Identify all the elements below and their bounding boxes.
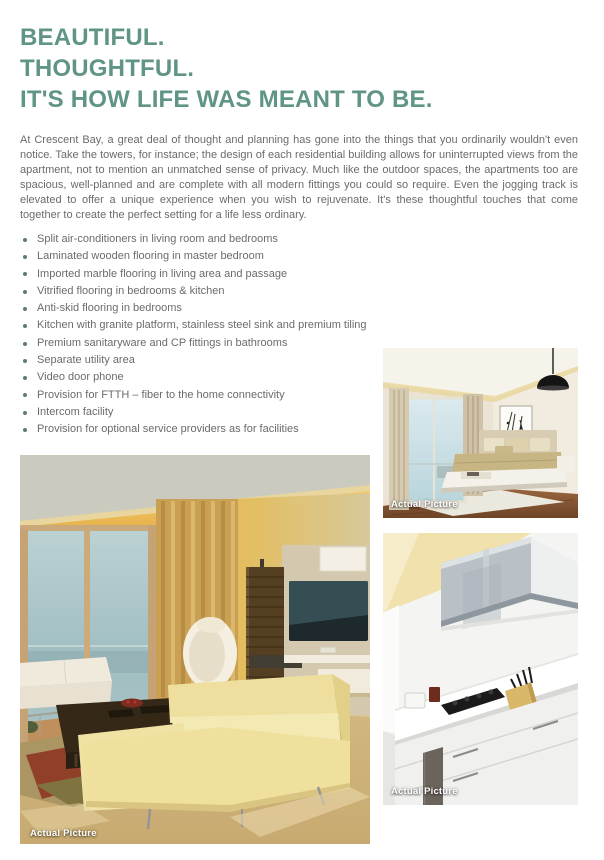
feature-text: Intercom facility [37, 405, 114, 418]
feature-text: Split air-conditioners in living room and bedrooms [37, 233, 278, 245]
bullet-icon [23, 255, 27, 259]
feature-text: Premium sanitaryware and CP fittings in bathrooms [37, 336, 288, 349]
kettle [429, 687, 440, 702]
feature-item [20, 248, 392, 265]
feature-text: Anti-skid flooring in bedrooms [37, 302, 182, 315]
feature-item [20, 421, 392, 438]
side-table [557, 456, 575, 472]
feature-item [20, 404, 392, 421]
intro-paragraph: At Crescent Bay, a great deal of thought and planning has gone into the things that you ordinarily wouldn't even notice. Take the towers, for instance; the design of each residential building allows for uninterrupted views from the apartment, not to mention an unmatched sense of privacy. Much like the outdoor spaces, the apartments too are spacious, well-planned and are complete with all modern fittings you could so require. Even the jogging track is elevated to offer a unique experience when you wish to rejuvenate. It's these thoughtful touches that come together to create the perfect setting for a life less ordinary. [20, 134, 578, 222]
bullet-icon [23, 411, 27, 415]
bullet-icon [23, 238, 27, 242]
feature-item [20, 387, 392, 404]
living-room-photo [20, 455, 370, 844]
feature-text: Video door phone [37, 371, 124, 384]
photo-label: Actual Picture [391, 786, 458, 797]
photo-label: Actual Picture [30, 828, 97, 839]
page-heading [20, 22, 433, 115]
feature-item [20, 300, 392, 317]
bullet-icon [23, 342, 27, 346]
bullet-icon [23, 307, 27, 311]
bullet-icon [23, 428, 27, 432]
bullet-icon [23, 290, 27, 294]
heading-line-2: THOUGHTFUL. [20, 55, 195, 82]
kitchen-illustration [383, 533, 578, 805]
feature-text: Vitrified flooring in bedrooms & kitchen [37, 284, 225, 297]
feature-item [20, 335, 392, 352]
photo-label: Actual Picture [391, 499, 458, 510]
feature-item [20, 266, 392, 283]
bedroom-illustration [383, 348, 578, 518]
bullet-icon [23, 272, 27, 276]
feature-text: Kitchen with granite platform, stainless steel sink and premium tiling [37, 319, 367, 332]
feature-text: Imported marble flooring in living area and passage [37, 267, 288, 280]
feature-text: Separate utility area [37, 354, 135, 367]
feature-text: Provision for FTTH – fiber to the home connectivity [37, 388, 285, 401]
heading-line-3: IT'S HOW LIFE WAS MEANT TO BE. [20, 86, 433, 113]
feature-text: Laminated wooden flooring in master bedroom [37, 250, 264, 263]
heading-line-1: BEAUTIFUL. [20, 24, 165, 51]
feature-item [20, 283, 392, 300]
bullet-icon [23, 393, 27, 397]
bullet-icon [23, 324, 27, 328]
feature-item [20, 369, 392, 386]
living-room-illustration [20, 455, 370, 844]
bullet-icon [23, 376, 27, 380]
kitchen-photo [383, 533, 578, 805]
feature-item [20, 352, 392, 369]
bullet-icon [23, 359, 27, 363]
bedroom-photo [383, 348, 578, 518]
feature-item [20, 231, 392, 248]
feature-text: Provision for optional service providers as for facilities [37, 423, 299, 436]
features-list [20, 231, 392, 439]
toaster [405, 693, 425, 708]
feature-item [20, 317, 392, 334]
